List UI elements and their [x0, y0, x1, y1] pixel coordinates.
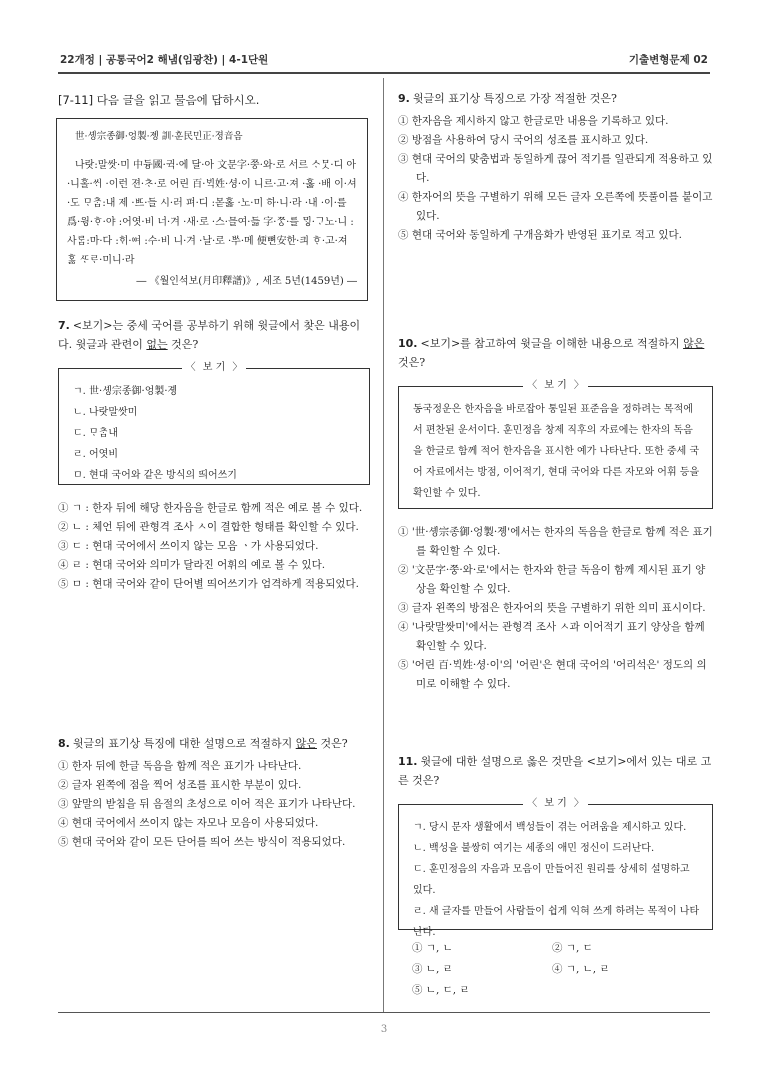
choice-3[interactable]: ③ 글자 왼쪽의 방점은 한자어의 뜻을 구별하기 위한 의미 표시이다. — [398, 602, 706, 614]
question-9-text: 윗글의 표기상 특징으로 가장 적절한 것은? — [412, 92, 617, 105]
bogi-item: ㄱ. 당시 문자 생활에서 백성들이 겪는 어려움을 제시하고 있다. — [413, 822, 687, 833]
question-11 — [398, 752, 713, 1001]
choice-4[interactable]: ④ 한자어의 뜻을 구별하기 위해 모든 글자 오른쪽에 뜻풀이를 붙이고 있다. — [398, 191, 713, 222]
bogi-label: 〈 보 기 〉 — [59, 360, 369, 376]
bogi-item: ㄷ. 훈민정음의 자음과 모음이 만들어진 원리를 상세히 설명하고 있다. — [413, 864, 690, 896]
question-11-stem — [398, 752, 713, 790]
choice-5[interactable]: ⑤ '어린 百·ᄇᆡᆨ姓·셩·이'의 '어린'은 현대 국어의 '어리석은' 정도의 의미로 이해할 수 있다. — [398, 659, 707, 690]
question-7 — [58, 316, 370, 594]
header-rule — [58, 72, 710, 74]
question-9-stem — [398, 89, 713, 108]
choice-3[interactable]: ③ 현대 국어의 맞춤법과 동일하게 끊어 적기를 일관되게 적용하고 있다. — [398, 153, 713, 184]
question-10-underlined: 않은 — [683, 337, 705, 350]
question-10-stem — [398, 334, 713, 372]
choice-3[interactable]: ③ ㄴ, ㄹ — [412, 963, 453, 975]
choice-5[interactable]: ⑤ 현대 국어와 같이 모든 단어를 띄어 쓰는 방식이 적용되었다. — [58, 836, 346, 848]
bogi-item: ㅁ. 현대 국어와 같은 방식의 띄어쓰기 — [73, 470, 237, 481]
choice-3[interactable]: ③ ㄷ : 현대 국어에서 쓰이지 않는 모음 ㆍ가 사용되었다. — [58, 540, 319, 552]
question-11-choices — [398, 938, 713, 1001]
choice-1[interactable]: ① ㄱ : 한자 뒤에 해당 한자음을 한글로 함께 적은 예로 볼 수 있다. — [58, 502, 363, 514]
choice-4[interactable]: ④ '나랏말쌋미'에서는 관형격 조사 ㅅ과 이어적기 표기 양상을 함께 확인할 수 있다. — [398, 621, 705, 652]
choice-2[interactable]: ② ㄴ : 체언 뒤에 관형격 조사 ㅅ이 결합한 형태를 확인할 수 있다. — [58, 521, 359, 533]
question-10-bogi-box — [398, 380, 713, 509]
header-exam-title: 기출변형문제 02 — [628, 54, 708, 66]
question-11-bogi-label: 보 기 — [540, 798, 571, 809]
footer-rule — [58, 1012, 710, 1013]
question-10-choices — [398, 523, 713, 694]
question-10-number: 10. — [398, 337, 418, 350]
question-7-underlined: 없는 — [146, 338, 168, 351]
passage-box — [56, 118, 368, 301]
choice-4[interactable]: ④ 현대 국어에서 쓰이지 않는 자모나 모음이 사용되었다. — [58, 817, 319, 829]
column-divider — [383, 78, 384, 1012]
instruction: [7-11] 다음 글을 읽고 물음에 답하시오. — [58, 93, 260, 107]
header-course-info: 22개정 | 공통국어2 해냄(임광찬) | 4-1단원 — [60, 54, 269, 66]
bogi-label: 〈 보 기 〉 — [399, 796, 712, 812]
passage-body: 나랏:말쌋·미 中듕國·귁·에 달·아 文문字·쭝·와·로 서르 ᄉᆞᄆᆞᆺ·디 아·니홀·ᄊᆡ ·이런 젼·ᄎᆞ·로 어린 百·ᄇᆡᆨ姓·셩·이 니르·고·져 ·홇 ·배 이·셔·도 ᄆᆞᄎᆞᆷ:내 제 ·ᄠᅳ·들 시·러 펴·디 :몯홇 ·노·미 하·니·라 ·내 ·이·를 爲·윙·ᄒᆞ·야 :어엿·비 너·겨 ·새·로 ·스·믈여·듧 字·ᄍᆞᆼ·를 ᄆᆡᇰ·ᄀᆞ노·니 :사ᄅᆞᆷ:마·다 :ᄒᆡ·ᅇᅧ :수·비 니·겨 ·날·로 ·ᄡᅮ·메 便뼌安한·킈 ᄒᆞ·고·져 ᄒᆞᇙ ᄯᆞᄅᆞ·미니·라 — [67, 160, 357, 266]
question-11-bogi-box — [398, 798, 713, 938]
question-7-number: 7. — [58, 319, 70, 332]
choice-2[interactable]: ② 글자 왼쪽에 점을 찍어 성조를 표시한 부분이 있다. — [58, 779, 302, 791]
choice-4[interactable]: ④ ㄹ : 현대 국어와 의미가 달라진 어휘의 예로 볼 수 있다. — [58, 559, 326, 571]
bogi-item: ㄹ. 새 글자를 만들어 사람들이 쉽게 익혀 쓰게 하려는 목적이 나타난다. — [413, 906, 700, 938]
question-11-text: 윗글에 대한 설명으로 옳은 것만을 <보기>에서 있는 대로 고른 것은? — [398, 755, 712, 787]
choice-5[interactable]: ⑤ 현대 국어와 동일하게 구개음화가 반영된 표기로 적고 있다. — [398, 229, 682, 241]
choice-2[interactable]: ② 방점을 사용하여 당시 국어의 성조를 표시하고 있다. — [398, 134, 649, 146]
question-9-number: 9. — [398, 92, 410, 105]
question-7-bogi-box — [58, 362, 370, 485]
bogi-item: ㄴ. 백성을 불쌍히 여기는 세종의 애민 정신이 드러난다. — [413, 843, 655, 854]
choice-2[interactable]: ② ㄱ, ㄷ — [552, 942, 593, 954]
question-8-text-a: 윗글의 표기상 특징에 대한 설명으로 적절하지 — [72, 737, 296, 750]
question-7-text-a: <보기>는 중세 국어를 공부하기 위해 윗글에서 찾은 내용이다. 윗글과 관련이 — [58, 319, 361, 351]
choice-4[interactable]: ④ ㄱ, ㄴ, ㄹ — [552, 963, 610, 975]
bogi-item: ㄴ. 나랏말쌋미 — [73, 407, 138, 418]
question-8-text-b: 것은? — [316, 737, 348, 750]
choice-2[interactable]: ② '文문字·쭝·와·로'에서는 한자와 한글 독음이 함께 제시된 표기 양상을 확인할 수 있다. — [398, 564, 706, 595]
question-9-choices — [398, 112, 713, 245]
question-8 — [58, 734, 370, 852]
question-9 — [398, 89, 713, 245]
choice-3[interactable]: ③ 앞말의 받침을 뒤 음절의 초성으로 이어 적은 표기가 나타난다. — [58, 798, 356, 810]
choice-5[interactable]: ⑤ ㅁ : 현대 국어와 같이 단어별 띄어쓰기가 엄격하게 적용되었다. — [58, 578, 359, 590]
bogi-text: 동국정운은 한자음을 바로잡아 통일된 표준음을 정하려는 목적에서 편찬된 운서이다. 훈민정음 창제 직후의 자료에는 한자의 독음을 한글로 함께 적어 한자음을 표시한 예가 나타난다. 또한 중세 국어 자료에서는 방점, 이어적기, 현대 국어와 다른 자모와 어휘 등을 확인할 수 있다. — [413, 404, 700, 499]
question-7-bogi-label: 보 기 — [199, 362, 230, 373]
choice-5[interactable]: ⑤ ㄴ, ㄷ, ㄹ — [412, 984, 470, 996]
choice-1[interactable]: ① '世·솅宗종御·엉製·졩'에서는 한자의 독음을 한글로 함께 적은 표기를 확인할 수 있다. — [398, 526, 713, 557]
question-8-stem — [58, 734, 370, 753]
question-7-choices — [58, 499, 370, 594]
choice-1[interactable]: ① ㄱ, ㄴ — [412, 942, 453, 954]
question-8-number: 8. — [58, 737, 70, 750]
question-10-text-a: <보기>를 참고하여 윗글을 이해한 내용으로 적절하지 — [420, 337, 684, 350]
question-10 — [398, 334, 713, 694]
question-10-bogi-label: 보 기 — [540, 380, 571, 391]
choice-1[interactable]: ① 한자 뒤에 한글 독음을 함께 적은 표기가 나타난다. — [58, 760, 302, 772]
passage-title: 世·솅宗종御·엉製·졩 訓·훈民민正·졍音음 — [75, 131, 243, 142]
question-7-text-b: 것은? — [167, 338, 199, 351]
question-11-number: 11. — [398, 755, 418, 768]
question-8-choices — [58, 757, 370, 852]
choice-1[interactable]: ① 한자음을 제시하지 않고 한글로만 내용을 기록하고 있다. — [398, 115, 669, 127]
question-8-underlined: 않은 — [295, 737, 317, 750]
bogi-label: 〈 보 기 〉 — [399, 378, 712, 394]
question-10-text-b: 것은? — [398, 356, 426, 369]
bogi-item: ㄷ. ᄆᆞᄎᆞᆷ내 — [73, 428, 118, 439]
bogi-item: ㄹ. 어엿비 — [73, 449, 118, 460]
question-7-stem — [58, 316, 370, 354]
bogi-item: ㄱ. 世·솅宗종御·엉製·졩 — [73, 386, 178, 397]
passage-source: ― 《월인석보(月印釋譜)》, 세조 5년(1459년) ― — [136, 276, 357, 287]
page-number: 3 — [380, 1024, 388, 1035]
